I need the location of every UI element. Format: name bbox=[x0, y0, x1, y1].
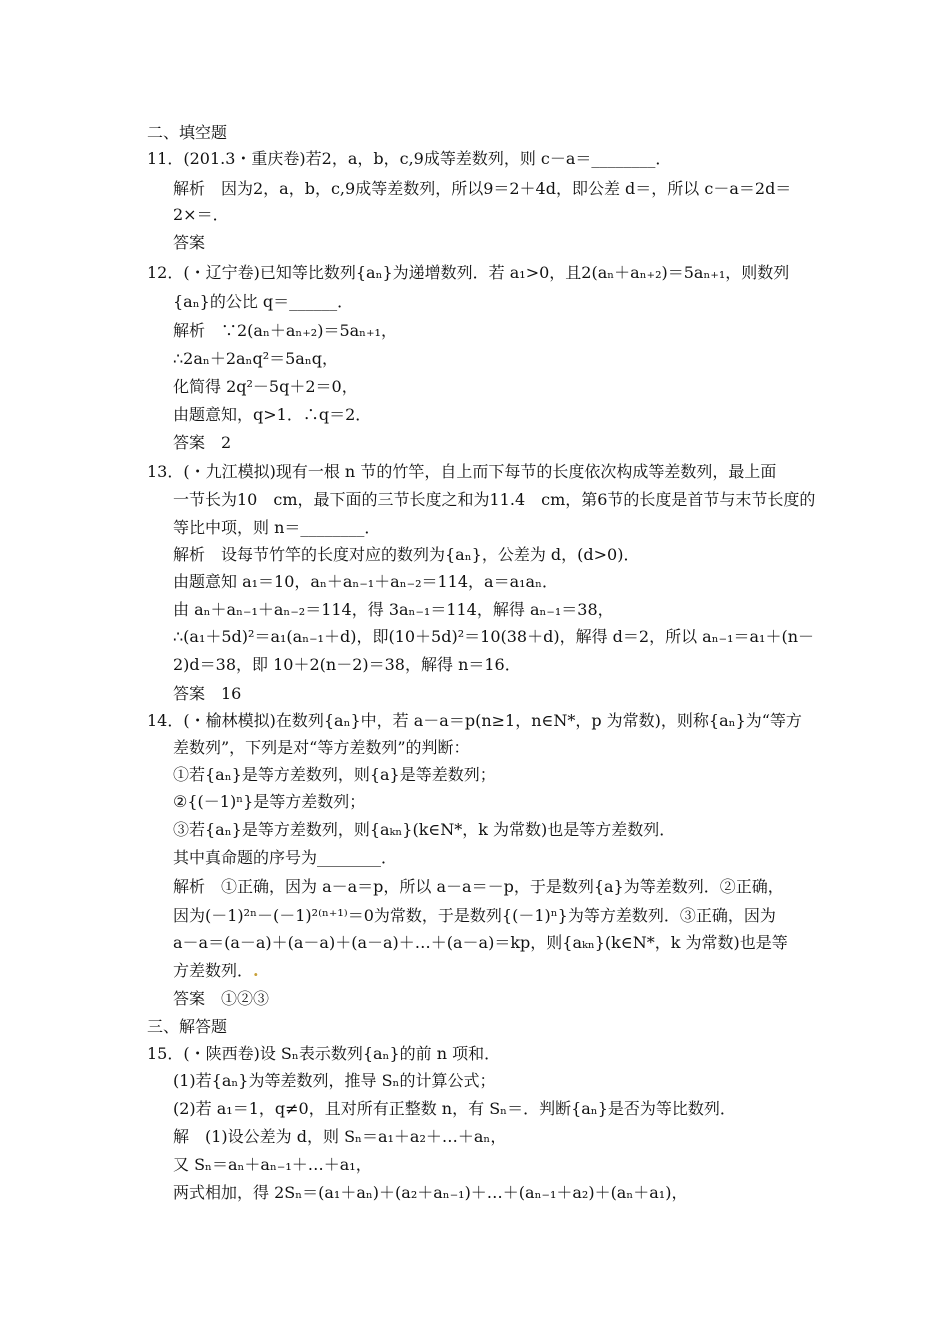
question-13-stem: 等比中项，则 n＝________． bbox=[173, 518, 381, 537]
question-13-analysis-line: 解析 设每节竹竿的长度对应的数列为{aₙ}，公差为 d，(d>0)． bbox=[173, 545, 640, 564]
question-13-analysis-line: ∴(a₁＋5d)²＝a₁(aₙ₋₁＋d)，即(10＋5d)²＝10(38＋d)，解得 d＝2，所以 aₙ₋₁＝a₁＋(n－ bbox=[173, 627, 814, 646]
question-12-analysis-line: 由题意知，q>1．∴q＝2． bbox=[173, 405, 372, 424]
question-11-stem: 11．(201.3・重庆卷)若2，a，b，c,9成等差数列，则 c－a＝________． bbox=[147, 149, 672, 168]
question-14-analysis-line bbox=[173, 960, 259, 982]
question-13-stem: 13．(・九江模拟)现有一根 n 节的竹竿，自上而下每节的长度依次构成等差数列，最上面 bbox=[147, 462, 777, 481]
question-13-analysis-line: 由题意知 a₁＝10，aₙ＋aₙ₋₁＋aₙ₋₂＝114，a＝a₁aₙ． bbox=[173, 572, 558, 591]
question-14-option: ②{(－1)ⁿ}是等方差数列； bbox=[173, 792, 366, 811]
question-14-option: ③若{aₙ}是等方差数列，则{aₖₙ}(k∈N*，k 为常数)也是等方差数列． bbox=[173, 820, 676, 839]
question-12-analysis-line: 化简得 2q²－5q＋2＝0， bbox=[173, 377, 358, 396]
question-14-prompt: 其中真命题的序号为________． bbox=[173, 848, 398, 867]
question-13-analysis-line: 由 aₙ＋aₙ₋₁＋aₙ₋₂＝114，得 3aₙ₋₁＝114，解得 aₙ₋₁＝38， bbox=[173, 600, 614, 619]
analysis-text: 方差数列． bbox=[173, 961, 254, 980]
question-13-answer: 答案 16 bbox=[173, 684, 242, 703]
question-15-stem: 15．(・陕西卷)设 Sₙ表示数列{aₙ}的前 n 项和． bbox=[147, 1044, 501, 1063]
question-15-solution-line: 又 Sₙ＝aₙ＋aₙ₋₁＋…＋a₁， bbox=[173, 1155, 372, 1174]
question-15-solution-line: 两式相加，得 2Sₙ＝(a₁＋aₙ)＋(a₂＋aₙ₋₁)＋…＋(aₙ₋₁＋a₂)＋(aₙ＋a₁)， bbox=[173, 1183, 688, 1202]
question-15-part: (1)若{aₙ}为等差数列，推导 Sₙ的计算公式； bbox=[173, 1071, 496, 1090]
question-11-analysis-line: 2×＝． bbox=[173, 205, 229, 224]
question-15-solution-line: 解 (1)设公差为 d，则 Sₙ＝a₁＋a₂＋…＋aₙ， bbox=[173, 1127, 507, 1146]
question-12-stem: {aₙ}的公比 q＝______． bbox=[173, 292, 354, 311]
question-13-stem: 一节长为10 cm，最下面的三节长度之和为11.4 cm，第6节的长度是首节与末节长度的 bbox=[173, 490, 816, 509]
decorative-dot: . bbox=[253, 961, 259, 980]
question-14-analysis-line: 解析 ①正确，因为 a－a＝p，所以 a－a＝－p，于是数列{a}为等差数列．②正确， bbox=[173, 877, 784, 896]
question-15-part: (2)若 a₁＝1，q≠0，且对所有正整数 n，有 Sₙ＝．判断{aₙ}是否为等比数列． bbox=[173, 1099, 736, 1118]
question-14-answer: 答案 ①②③ bbox=[173, 989, 270, 1008]
question-14-option: ①若{aₙ}是等方差数列，则{a}是等差数列； bbox=[173, 765, 496, 784]
question-13-analysis-line: 2)d＝38，即 10＋2(n－2)＝38，解得 n＝16． bbox=[173, 655, 521, 674]
question-12-stem: 12．(・辽宁卷)已知等比数列{aₙ}为递增数列．若 a₁>0，且2(aₙ＋aₙ₊₂)＝5aₙ₊₁，则数列 bbox=[147, 263, 790, 282]
question-14-stem: 差数列”，下列是对“等方差数列”的判断： bbox=[173, 738, 470, 757]
question-11-analysis-line: 解析 因为2，a，b，c,9成等差数列，所以9＝2＋4d，即公差 d＝，所以 c－a＝2d＝ bbox=[173, 179, 792, 198]
question-14-analysis-line: 因为(－1)²ⁿ－(－1)²⁽ⁿ⁺¹⁾＝0为常数，于是数列{(－1)ⁿ}为等方差数列．③正确，因为 bbox=[173, 906, 776, 925]
question-11-answer: 答案 bbox=[173, 233, 206, 252]
section-heading-fill-blank: 二、填空题 bbox=[147, 123, 228, 142]
section-heading-answer-questions: 三、解答题 bbox=[147, 1017, 228, 1036]
question-14-stem: 14．(・榆林模拟)在数列{aₙ}中，若 a－a＝p(n≥1，n∈N*，p 为常数)，则称{aₙ}为“等方 bbox=[147, 711, 802, 730]
question-12-analysis-line: 解析 ∵2(aₙ＋aₙ₊₂)＝5aₙ₊₁， bbox=[173, 321, 397, 340]
question-14-analysis-line: a－a＝(a－a)＋(a－a)＋(a－a)＋…＋(a－a)＝kp，则{aₖₙ}(k∈N*，k 为常数)也是等 bbox=[173, 933, 788, 952]
question-12-answer: 答案 2 bbox=[173, 433, 232, 452]
question-12-analysis-line: ∴2aₙ＋2aₙq²＝5aₙq， bbox=[173, 349, 339, 368]
